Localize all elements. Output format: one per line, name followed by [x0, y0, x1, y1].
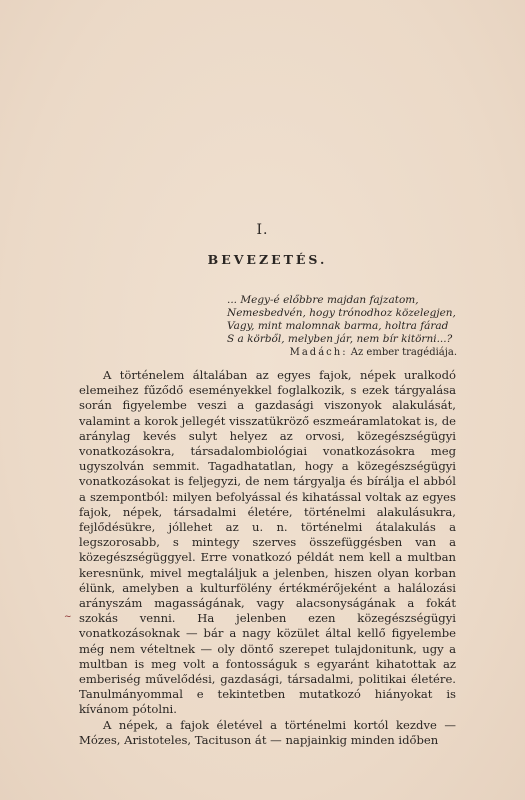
paragraph: A történelem általában az egyes fajok, népek uralkodó elemeihez fűződő eseményekkel foglalkozik, s ezek tárgyalása során figyelembe veszi a gazdasági viszonyok alakulását, valamint a korok jellegét visszatükröző eszmeáramlatokat is, de aránylag kevés sulyt helyez az orvosi, közegészségügyi vonatkozásokra, társadalombiológiai vonatkozásokra meg ugyszolván semmit. Tagadhatatlan, hogy a közegészségügyi vonatkozásokat is feljegyzi, de nem tárgyalja és bírálja el abból a szempontból: milyen befolyással és kihatással voltak az egyes fajok, népek, társadalmi életére, történelmi alakulásukra, fejlődésükre, jóllehet az u. n. történelmi átalakulás a legszorosabb, s mintegy szerves összefüggésben van a közegészségüggyel. Erre vonatkozó példát nem kell a multban keresnünk, mivel megtaláljuk a jelenben, hiszen olyan korban élünk, amelyben a kulturfölény értékmérőjeként a halálozási arányszám magasságának, vagy alacsonyságának a fokát szokás venni. Ha jelenben ezen közegészségügyi vonatkozásoknak — bár a nagy közület által kellő figyelembe még nem vételtnek — oly döntő szerepet tulajdonitunk, ugy a multban is meg volt a fontosságuk s egyaránt kihatottak az emberiség művelődési, gazdasági, társadalmi, politikai életére. Tanulmányommal e tekintetben mutatkozó hiányokat is kívánom pótolni. [79, 368, 456, 717]
epigraph-attribution [227, 346, 457, 359]
epigraph-line: Nemesbedvén, hogy trónodhoz közelegjen, [227, 307, 456, 319]
epigraph-line: S a körből, melyben jár, nem bír kitörni...? [227, 333, 453, 345]
chapter-title: BEVEZETÉS. [207, 252, 328, 267]
epigraph-author: Madách: [289, 347, 348, 358]
epigraph-line: Vagy, mint malomnak barma, holtra fárad [227, 320, 449, 332]
epigraph [227, 294, 457, 359]
margin-mark: ~ [64, 612, 72, 622]
epigraph-line: ... Megy-é előbbre majdan fajzatom, [227, 294, 419, 306]
paragraph: A népek, a fajok életével a történelmi kortól kezdve — Mózes, Aristoteles, Tacituson át — napjainkig minden időben [79, 717, 456, 747]
chapter-number: I. [256, 222, 269, 238]
body-text [79, 368, 456, 748]
epigraph-work: Az ember tragédiája. [350, 347, 457, 358]
